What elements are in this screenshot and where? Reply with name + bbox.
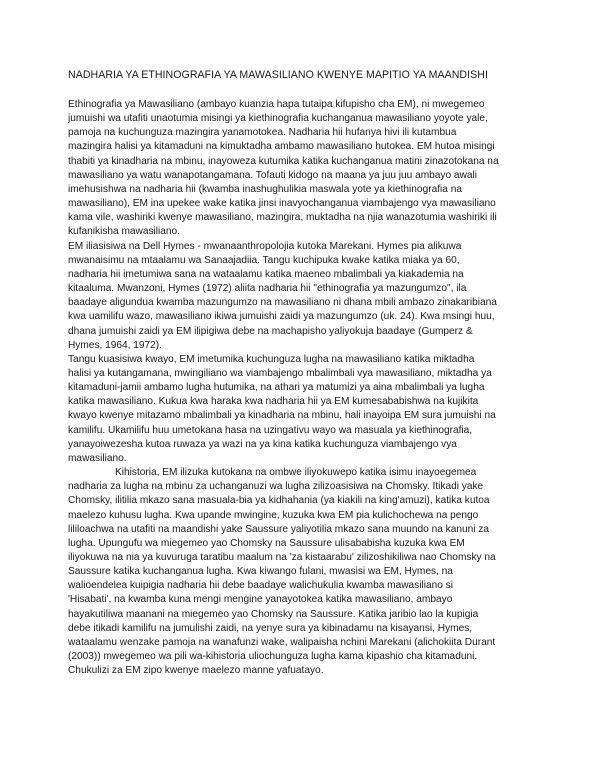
text-line: jumuishi wa utafiti unaotumia misingi ya kiethinografia kuchanganua mawasiliano yoyote yale,	[68, 113, 488, 125]
text-line: 'Hisabati', na kwamba kuna mengi mengine yanayotokea katika mawasiliano, ambayo	[68, 594, 453, 606]
text-line: yanayoiwezesha kutoa ruwaza ya wazi na ya kina katika kuchunguza viambajengo vya	[68, 438, 457, 450]
text-line: Chomsky, ilitilia mkazo sana masuala-bia ya kidhahania (ya kiakili na king'amuzi), katika kutoa	[68, 495, 490, 507]
text-line: Chukulizi za EM zipo kwenye maelezo manne yafuatayo.	[68, 665, 324, 677]
text-line: mawasiliano.	[68, 452, 127, 464]
text-line: Ethinografia ya Mawasiliano (ambayo kuanzia hapa tutaipa kifupisho cha EM), ni mwegemeo	[68, 99, 485, 110]
text-line: mawasiliano), EM ina upekee wake katika jinsi inavyochanganua viambajengo vya mawasiliano	[68, 198, 496, 210]
text-line: maelezo kuhusu lugha. Kwa upande mwingine, kuzuka kwa EM pia kulichochewa na pengo	[68, 509, 479, 521]
text-line: Tangu kuasisiwa kwayo, EM imetumika kuchunguza lugha na mawasiliano katika miktadha	[68, 353, 475, 365]
text-line: nadharia za lugha na mbinu za uchanganuzi wa lugha zilizoasisiwa na Chomsky. Itikadi yake	[68, 481, 484, 493]
text-line: iliyokuwa na nia ya kuvuruga taratibu maalum na 'za kistaarabu' zilizoshikiliwa nao Chomsky na	[68, 552, 496, 563]
text-line: debe itikadi kamilifu na jumulishi zaidi, na yenye sura ya kibinadamu na kisayansi, Hymes,	[68, 622, 473, 634]
text-line: kwayo kwenye mitazamo mbalimbali ya kinadharia na mbinu, hali inayoipa EM sura jumuishi na	[68, 410, 496, 422]
text-line: mawasiliano ya watu wanapotangamana. Tofauti kidogo na maana ya juu juu ambayo awali	[68, 169, 478, 181]
paragraph	[68, 466, 538, 678]
document-body	[68, 98, 538, 678]
text-line: kwa uamilifu wazo, mawasiliano ikiwa jumuishi zaidi ya mazungumzo (uk. 24). Kwa msingi huu,	[68, 311, 495, 323]
text-line: katika mawasiliano. Kukua kwa haraka kwa nadharia hii ya EM kumesababishwa na kujikita	[68, 396, 479, 408]
text-line: kitamaduni-jamii ambamo lugha hutumika, na athari ya matumizi ya aina mbalimbali ya lugha	[68, 382, 485, 394]
text-line: walioendelea kuipigia nadharia hii debe baadaye walichukulia kwamba mawasiliano si	[68, 580, 453, 592]
text-line: mwanaisimu na mtaalamu wa Sanaajadiia. Tangu kuchipuka kwake katika miaka ya 60,	[68, 254, 460, 266]
text-line: baadaye aligundua kwamba mazungumzo na mawasiliano ni dhana mbili ambazo zinakaribiana	[68, 297, 497, 309]
text-line: halisi ya kutangamana, mwingiliano wa viambajengo mbalimbali vya mawasiliano, miktadha ya	[68, 367, 492, 379]
text-line: wataalamu wenzake pamoja na wanafunzi wake, walipaisha nchini Marekani (alichokiita Durant	[68, 636, 496, 648]
text-line: imehusishwa na nadharia hii (kwamba inashughulikia maswala yote ya kiethinografia na	[68, 183, 462, 195]
paragraph	[68, 353, 538, 466]
text-line: pamoja na kuchunguza mazingira yanamotokea. Nadharia hii hufanya hivi ili kutambua	[68, 127, 457, 139]
text-line: (2003)) mwegemeo wa pili wa-kihistoria uliochunguza lugha kama kipashio cha kitamaduni.	[68, 651, 478, 663]
document-title: NADHARIA YA ETHINOGRAFIA YA MAWASILIANO KWENYE MAPITIO YA MAANDISHI	[68, 69, 488, 81]
text-line: thabiti ya kinadharia na mbinu, inayoweza kutumika katika kuchanganua matini zinazotokana na	[68, 155, 499, 167]
paragraph	[68, 98, 538, 240]
text-line: mazingira halisi ya kitamaduni na kimuktadha ambamo mawasiliano hutokea. EM hutoa misingi	[68, 141, 495, 153]
paragraph	[68, 240, 538, 353]
text-line: nadharia hii imetumiwa sana na wataalamu katika maeneo mbalimbali ya kiakademia na	[68, 268, 464, 280]
text-line: Hymes, 1964, 1972).	[68, 339, 162, 351]
text-line: Kihistoria, EM ilizuka kutokana na ombwe iliyokuwepo katika isimu inayoegemea	[115, 467, 477, 479]
text-line: kufanikisha mawasiliano.	[68, 226, 180, 238]
text-line: Saussure katika kuchanganua lugha. Kwa kiwango fulani, mwasisi wa EM, Hymes, na	[68, 566, 453, 578]
text-line: hayakutiliwa maanani na miegemeo yao Chomsky na Saussure. Katika jaribio lao la kupigia	[68, 608, 479, 620]
text-line: dhana jumuishi zaidi ya EM ilipigiwa debe na machapisho yaliyokuja baadaye (Gumperz &	[68, 325, 473, 337]
text-line: kama vile, washiriki kwenye mawasiliano, mazingira, muktadha na njia wanazotumia washiriki ili	[68, 212, 497, 224]
text-line: lugha. Upungufu wa miegemeo yao Chomsky na Saussure ulisababisha kuzuka kwa EM	[68, 537, 465, 549]
text-line: EM iliasisiwa na Dell Hymes - mwanaanthropolojia kutoka Marekani. Hymes pia alikuwa	[68, 240, 462, 252]
text-line: kitaaluma. Mwanzoni, Hymes (1972) aliita nadharia hii "ethinografia ya mazungumzo", ila	[68, 283, 467, 295]
text-line: lililoachwa na utafiti na maandishi yake Saussure yaliyotilia mkazo sana muundo na kanuni za	[68, 523, 489, 535]
text-line: kamilifu. Ukamilifu huu umetokana hasa na uzingativu wayo wa masuala ya kiethinografia,	[68, 424, 473, 436]
